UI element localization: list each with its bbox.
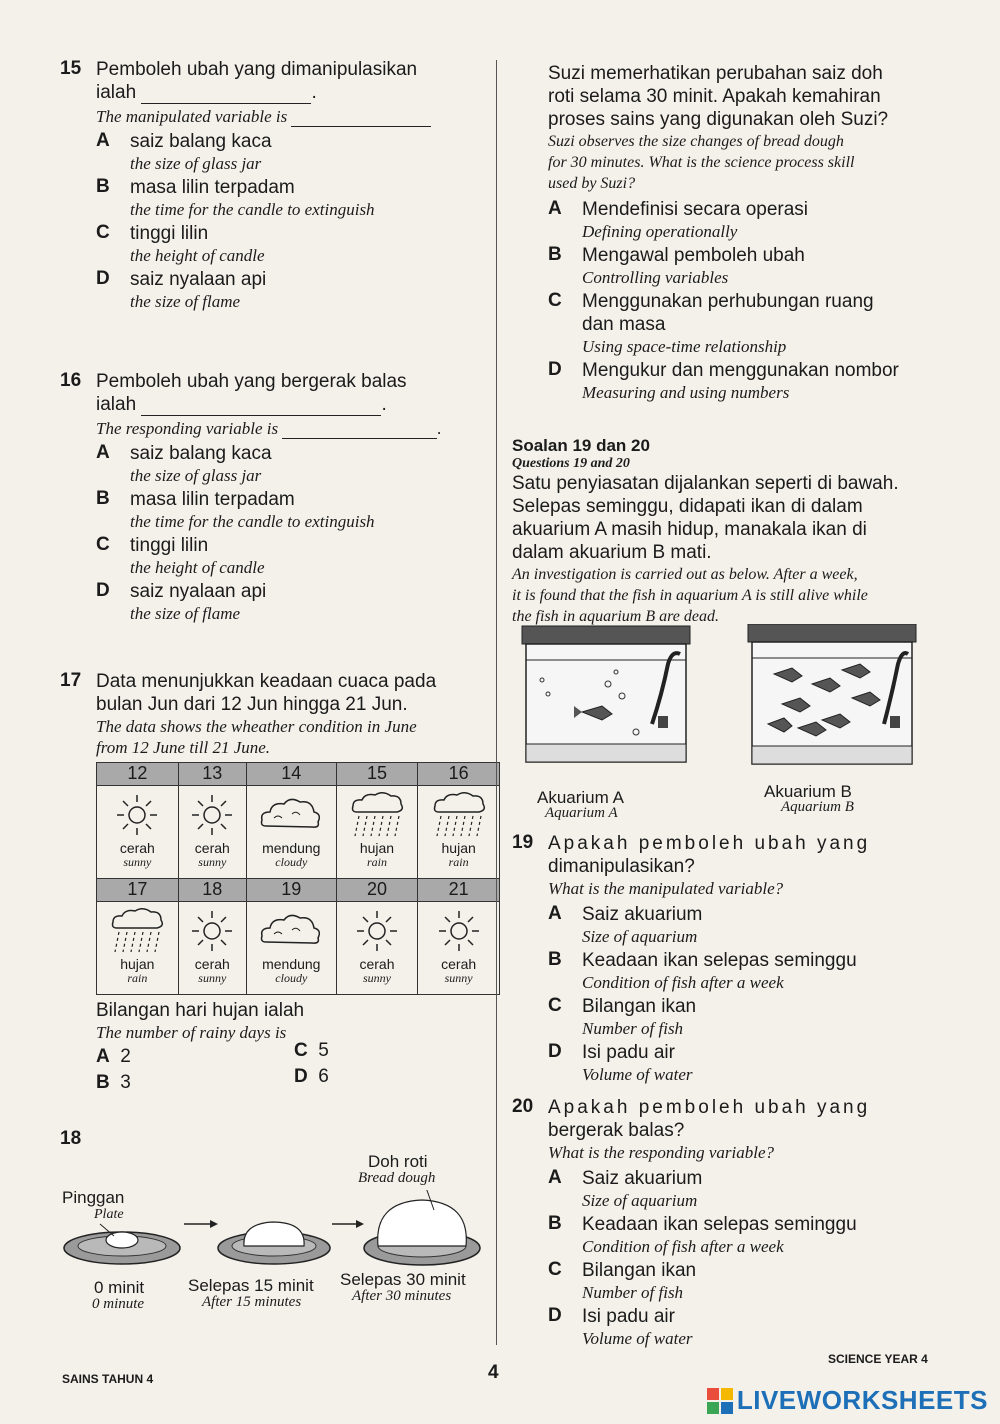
question-text-ms: Pemboleh ubah yang dimanipulasikan <box>96 59 418 80</box>
option-text-ms: masa lilin terpadam <box>130 489 295 510</box>
weather-label-en: sunny <box>123 855 152 869</box>
weather-label-ms: hujan <box>359 840 395 856</box>
question-text-en: The data shows the wheather condition in June <box>96 717 417 736</box>
question-text-en: The responding variable is <box>96 419 279 438</box>
option-text-en: the time for the candle to extinguish <box>130 512 375 531</box>
weather-cell <box>418 786 500 879</box>
aquarium-b-label-ms: Akuarium B <box>764 782 852 801</box>
option-b[interactable] <box>548 1213 932 1257</box>
option-text-en: the height of candle <box>130 558 265 577</box>
section-heading-ms: Soalan 19 dan 20 <box>512 436 650 455</box>
stage-label-en-1: 0 minute <box>92 1296 145 1312</box>
intro-text-ms: Satu penyiasatan dijalankan seperti di bawah. <box>512 473 899 494</box>
option-b[interactable] <box>96 176 485 220</box>
option-a[interactable] <box>96 442 485 486</box>
option-text-en: Controlling variables <box>582 268 729 287</box>
answer-blank[interactable] <box>141 399 381 416</box>
option-text-en: Measuring and using numbers <box>582 383 790 402</box>
period: . <box>311 82 317 103</box>
option-letter: C <box>96 222 110 243</box>
option-text-en: Volume of water <box>582 1065 693 1084</box>
stage-label-ms-3: Selepas 30 minit <box>340 1270 466 1289</box>
sub-question-ms: Bilangan hari hujan ialah <box>96 1000 305 1021</box>
aquarium-a-label-ms: Akuarium A <box>537 788 624 807</box>
option-text-ms: Isi padu air <box>582 1042 675 1063</box>
aquarium-b <box>748 624 916 764</box>
option-text-ms: Bilangan ikan <box>582 1260 697 1281</box>
arrow-1 <box>184 1220 218 1228</box>
option-text-ms: tinggi lilin <box>130 535 209 556</box>
option-text-en: Using space-time relationship <box>582 337 787 356</box>
date-cell: 15 <box>336 763 418 786</box>
option-letter: A <box>96 442 110 463</box>
option-letter: D <box>96 268 110 289</box>
question-number: 17 <box>60 670 82 691</box>
option-letter: B <box>96 176 110 197</box>
weather-cell <box>336 786 418 879</box>
plate-stage-3 <box>364 1190 480 1265</box>
option-text-ms: saiz nyalaan api <box>130 269 267 290</box>
option-text-en: Size of aquarium <box>582 927 698 946</box>
question-text-ms-2: ialah <box>96 82 137 103</box>
option-text-en: the time for the candle to extinguish <box>130 200 375 219</box>
option-letter: D <box>548 359 562 380</box>
option-letter: A <box>548 1167 562 1188</box>
answer-blank-en[interactable] <box>282 422 437 439</box>
option-text-ms: tinggi lilin <box>130 223 209 244</box>
sun-icon <box>434 906 484 956</box>
weather-row-1 <box>97 786 500 879</box>
weather-label-en: sunny <box>444 971 473 985</box>
sub-question-en: The number of rainy days is <box>96 1023 287 1042</box>
option-text-ms: saiz balang kaca <box>130 131 272 152</box>
liveworksheets-logo-icon <box>707 1388 733 1414</box>
weather-label-en: cloudy <box>275 855 308 869</box>
option-letter: B <box>548 1213 562 1234</box>
question-20 <box>512 1096 932 1349</box>
sun-icon <box>112 790 162 840</box>
weather-label-en: sunny <box>198 855 227 869</box>
weather-label-en: rain <box>127 971 148 985</box>
option-c[interactable] <box>96 222 485 266</box>
option-text-en: the size of glass jar <box>130 154 262 173</box>
sun-icon <box>187 790 237 840</box>
weather-cell <box>97 902 179 995</box>
weather-cell <box>246 902 336 995</box>
option-letter: D <box>294 1066 308 1087</box>
period: . <box>381 394 387 415</box>
option-text-ms-2: dan masa <box>582 314 666 335</box>
answer-blank[interactable] <box>141 87 311 104</box>
aquarium-diagram <box>512 624 932 774</box>
option-text-ms: Isi padu air <box>582 1306 675 1327</box>
option-letter: A <box>548 198 562 219</box>
option-a[interactable] <box>96 130 485 174</box>
option-letter: C <box>548 1259 562 1280</box>
date-cell: 17 <box>97 879 179 902</box>
weather-cell <box>336 902 418 995</box>
option-text-ms: Saiz akuarium <box>582 1168 703 1189</box>
weather-label-ms: cerah <box>194 840 230 856</box>
aquarium-a-label-en: Aquarium A <box>545 805 618 821</box>
weather-label-en: rain <box>366 855 387 869</box>
dough-label-en: Bread dough <box>358 1170 436 1186</box>
option-text-ms: Keadaan ikan selepas seminggu <box>582 950 857 971</box>
option-value: 6 <box>318 1066 329 1087</box>
questions-19-20-intro <box>512 436 932 627</box>
option-text-ms: saiz balang kaca <box>130 443 272 464</box>
question-text-en: The manipulated variable is <box>96 107 288 126</box>
option-text-ms: Mendefinisi secara operasi <box>582 199 809 220</box>
option-text-en: Number of fish <box>582 1019 684 1038</box>
weather-label-ms: cerah <box>441 956 477 972</box>
option-b[interactable] <box>548 244 933 288</box>
stem-text-ms: Suzi memerhatikan perubahan saiz doh <box>548 63 883 84</box>
question-text-ms: Data menunjukkan keadaan cuaca pada <box>96 671 437 692</box>
stem-text-ms: roti selama 30 minit. Apakah kemahiran <box>548 86 881 107</box>
stage-label-en-2: After 15 minutes <box>202 1294 302 1310</box>
weather-label-ms: hujan <box>120 956 155 972</box>
option-c[interactable] <box>548 290 933 357</box>
option-text-ms: Mengawal pemboleh ubah <box>582 245 805 266</box>
weather-label-ms: cerah <box>359 956 395 972</box>
question-text-ms-2: dimanipulasikan? <box>548 856 695 877</box>
option-letter: B <box>96 1072 110 1093</box>
question-text-en: What is the manipulated variable? <box>548 879 784 898</box>
option-letter: C <box>96 534 110 555</box>
option-d[interactable] <box>548 1041 932 1085</box>
plate-label-ms: Pinggan <box>62 1188 125 1207</box>
date-cell: 20 <box>336 879 418 902</box>
option-d[interactable] <box>96 580 485 624</box>
weather-label-en: sunny <box>362 971 391 985</box>
option-letter: C <box>548 995 562 1016</box>
section-heading-en: Questions 19 and 20 <box>512 456 630 471</box>
option-letter: D <box>548 1305 562 1326</box>
question-19 <box>512 832 932 1085</box>
liveworksheets-text: LIVEWORKSHEETS <box>736 1385 988 1415</box>
option-text-ms: saiz nyalaan api <box>130 581 267 602</box>
weather-label-ms: mendung <box>262 956 321 972</box>
date-cell: 12 <box>97 763 179 786</box>
date-cell: 19 <box>246 879 336 902</box>
option-value: 5 <box>318 1040 329 1061</box>
question-text-ms: Pemboleh ubah yang bergerak balas <box>96 371 407 392</box>
option-a[interactable] <box>548 198 933 242</box>
option-c[interactable] <box>294 1039 329 1062</box>
date-cell: 21 <box>418 879 500 902</box>
period: . <box>437 419 442 438</box>
stage-label-ms-2: Selepas 15 minit <box>188 1276 314 1295</box>
footer-right: SCIENCE YEAR 4 <box>828 1352 928 1366</box>
option-letter: C <box>294 1040 308 1061</box>
rain-icon <box>347 790 407 840</box>
option-text-en: Condition of fish after a week <box>582 973 784 992</box>
option-letter: A <box>548 903 562 924</box>
footer-left: SAINS TAHUN 4 <box>62 1372 154 1386</box>
weather-cell <box>418 902 500 995</box>
column-divider <box>496 60 497 1345</box>
option-a[interactable] <box>548 1167 932 1211</box>
intro-text-ms: dalam akuarium B mati. <box>512 542 712 563</box>
option-text-en: the size of flame <box>130 292 241 311</box>
option-b[interactable] <box>96 1071 131 1094</box>
date-cell: 14 <box>246 763 336 786</box>
question-17 <box>60 670 485 1099</box>
dough-label-ms: Doh roti <box>368 1152 428 1171</box>
option-text-ms: Menggunakan perhubungan ruang <box>582 291 874 312</box>
weather-cell <box>246 786 336 879</box>
option-letter: D <box>96 580 110 601</box>
intro-text-ms: Selepas seminggu, didapati ikan di dalam <box>512 496 863 517</box>
plate-stage-1 <box>64 1224 180 1264</box>
option-text-en: Defining operationally <box>582 222 738 241</box>
plate-stage-2 <box>218 1222 330 1264</box>
intro-text-en: it is found that the fish in aquarium A is still alive while <box>512 587 868 604</box>
question-text-ms: Apakah pemboleh ubah yang <box>548 833 871 854</box>
intro-text-en: An investigation is carried out as below. After a week, <box>512 566 858 583</box>
option-c[interactable] <box>548 1259 932 1303</box>
liveworksheets-brand[interactable] <box>707 1385 988 1416</box>
date-cell: 13 <box>178 763 246 786</box>
date-cell: 18 <box>178 879 246 902</box>
question-text-en: What is the responding variable? <box>548 1143 775 1162</box>
option-a[interactable] <box>548 903 932 947</box>
option-d[interactable] <box>548 359 933 403</box>
weather-row-2 <box>97 902 500 995</box>
question-16 <box>60 370 485 624</box>
option-b[interactable] <box>96 488 485 532</box>
option-d[interactable] <box>294 1065 329 1088</box>
option-letter: A <box>96 1046 110 1067</box>
option-letter: A <box>96 130 110 151</box>
stem-text-en: used by Suzi? <box>548 175 636 192</box>
option-d[interactable] <box>96 268 485 312</box>
stem-text-en: for 30 minutes. What is the science process skill <box>548 154 855 171</box>
question-18 <box>60 1128 485 1318</box>
weather-table <box>96 762 500 995</box>
question-text-en-2: from 12 June till 21 June. <box>96 738 271 757</box>
weather-cell <box>97 786 179 879</box>
date-row-1 <box>97 763 500 786</box>
date-row-2 <box>97 879 500 902</box>
option-value: 2 <box>120 1046 131 1067</box>
question-text-ms: Apakah pemboleh ubah yang <box>548 1097 871 1118</box>
option-letter: B <box>96 488 110 509</box>
option-text-ms: Bilangan ikan <box>582 996 697 1017</box>
question-text-ms-2: bulan Jun dari 12 Jun hingga 21 Jun. <box>96 694 408 715</box>
weather-label-ms: cerah <box>194 956 230 972</box>
weather-cell <box>178 786 246 879</box>
question-text-ms-2: bergerak balas? <box>548 1120 685 1141</box>
option-a[interactable] <box>96 1045 131 1068</box>
question-number: 15 <box>60 58 82 79</box>
option-c[interactable] <box>96 534 485 578</box>
option-b[interactable] <box>548 949 932 993</box>
intro-text-ms: akuarium A masih hidup, manakala ikan di <box>512 519 867 540</box>
option-letter: C <box>548 290 562 311</box>
option-text-ms: Mengukur dan menggunakan nombor <box>582 360 899 381</box>
intro-text-en: the fish in aquarium B are dead. <box>512 608 719 625</box>
sun-icon <box>352 906 402 956</box>
aquarium-b-label-en: Aquarium B <box>781 799 854 815</box>
question-number: 16 <box>60 370 82 391</box>
sun-icon <box>187 906 237 956</box>
rain-icon <box>429 790 489 840</box>
page-number: 4 <box>488 1362 499 1383</box>
weather-label-ms: cerah <box>119 840 155 856</box>
arrow-2 <box>332 1220 364 1228</box>
option-text-en: the height of candle <box>130 246 265 265</box>
option-text-en: Volume of water <box>582 1329 693 1348</box>
cloud-icon <box>258 906 324 956</box>
option-text-en: the size of flame <box>130 604 241 623</box>
option-letter: B <box>548 949 562 970</box>
option-text-en: Number of fish <box>582 1283 684 1302</box>
weather-cell <box>178 902 246 995</box>
option-text-ms: Saiz akuarium <box>582 904 703 925</box>
date-cell: 16 <box>418 763 500 786</box>
weather-label-en: rain <box>448 855 469 869</box>
question-number: 19 <box>512 832 534 853</box>
stage-label-ms-1: 0 minit <box>94 1278 145 1297</box>
aquarium-a <box>522 626 690 762</box>
option-d[interactable] <box>548 1305 932 1349</box>
option-value: 3 <box>120 1072 131 1093</box>
option-letter: B <box>548 244 562 265</box>
option-c[interactable] <box>548 995 932 1039</box>
question-number: 20 <box>512 1096 534 1117</box>
weather-label-en: cloudy <box>275 971 308 985</box>
stem-text-ms: proses sains yang digunakan oleh Suzi? <box>548 109 889 130</box>
question-18-stem <box>548 62 933 403</box>
weather-label-en: sunny <box>198 971 227 985</box>
rain-icon <box>107 906 167 956</box>
option-text-en: Condition of fish after a week <box>582 1237 784 1256</box>
answer-blank-en[interactable] <box>291 110 431 127</box>
plate-label-en: Plate <box>94 1207 124 1222</box>
question-text-ms-2: ialah <box>96 394 137 415</box>
stage-label-en-3: After 30 minutes <box>352 1288 452 1304</box>
option-text-en: the size of glass jar <box>130 466 262 485</box>
option-text-ms: Keadaan ikan selepas seminggu <box>582 1214 857 1235</box>
weather-label-ms: hujan <box>441 840 476 856</box>
question-15 <box>60 58 485 312</box>
option-text-en: Size of aquarium <box>582 1191 698 1210</box>
dough-diagram <box>60 1190 485 1270</box>
cloud-icon <box>258 790 324 840</box>
stem-text-en: Suzi observes the size changes of bread dough <box>548 133 844 150</box>
option-letter: D <box>548 1041 562 1062</box>
question-number: 18 <box>60 1128 82 1149</box>
weather-label-ms: mendung <box>262 840 321 856</box>
option-text-ms: masa lilin terpadam <box>130 177 295 198</box>
